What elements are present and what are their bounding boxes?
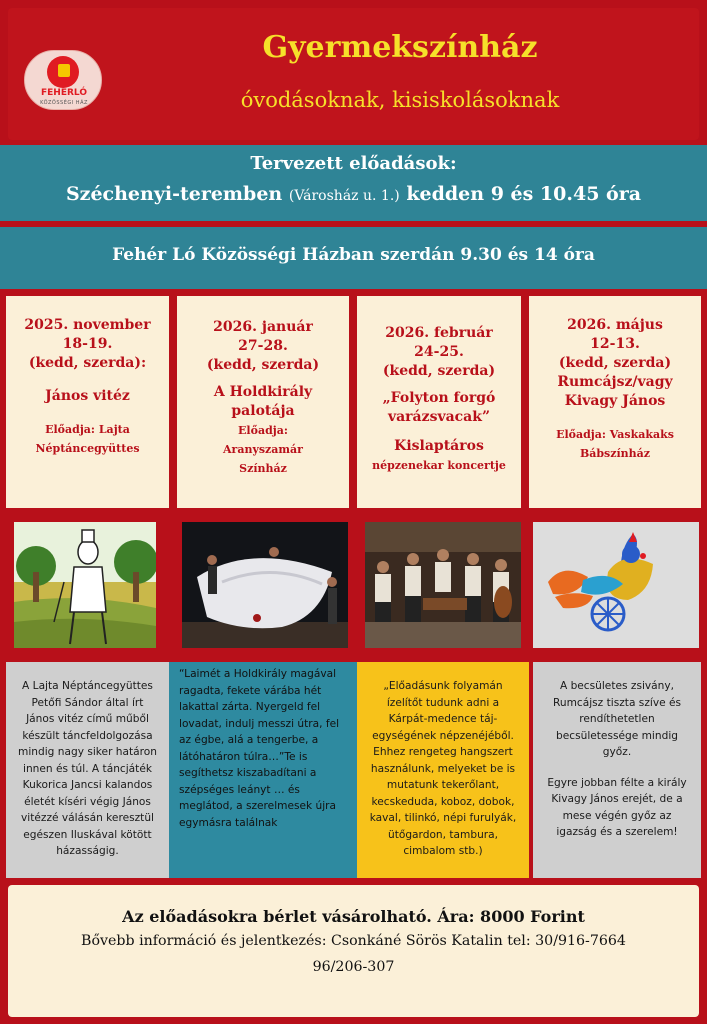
- description-text: Egyre jobban félte a király Kivagy János erejét, de a mese végén győz az igazság és a szerelem!: [547, 776, 687, 838]
- page-title: Gyermekszínház: [262, 30, 538, 65]
- event-weekdays: (kedd, szerda): [206, 357, 320, 373]
- venue1-address: (Városház u. 1.): [288, 188, 400, 204]
- description-text: A becsületes zsivány, Rumcájsz tiszta szíve és rendíthetetlen becsületessége mindig győz.: [552, 680, 682, 758]
- description-rumcajsz: [533, 662, 701, 878]
- venue1-name: Széchenyi-teremben: [65, 183, 283, 205]
- schedule-heading: Tervezett előadások:: [250, 153, 457, 174]
- event-days: 24-25.: [414, 344, 464, 360]
- description-folyton-forgo: [357, 662, 529, 878]
- event-card-2: [177, 296, 349, 508]
- event-title: Kivagy János: [564, 393, 666, 409]
- header-banner: [8, 8, 699, 140]
- logo-text: FEHÉRLÓ: [41, 88, 87, 98]
- event-performer: Előadja:: [238, 424, 288, 437]
- description-text: “Laimét a Holdkirály magával ragadta, fekete várába hét lakattal zárta. Nyergeld fel lovadat, indulj messzi útra, fel az égbe, alá a tengerbe, a látóhatáron túlra…”Te is segíthetsz kiszabadítani a szépséges leányt … és meglátod, a szerelmesek újra egymásra találnak: [179, 668, 340, 829]
- event-date: 2025. november: [24, 317, 151, 333]
- feherlo-logo: [24, 50, 102, 110]
- schedule-venue-1: [0, 183, 707, 205]
- event-performer: Színház: [239, 462, 287, 475]
- description-text: „Előadásunk folyamán ízelítőt tudunk adni a Kárpát-medence táj-egységének népzenéjéből. Ehhez rengeteg hangszert használunk, melyeket be is mutatunk tekerőlant, kecskeduda, koboz, dobok, kaval, tilinkó, népi furulyák, ütőgardon, tambura, cimbalom stb.): [369, 680, 517, 857]
- schedule-band-feherlo: [0, 227, 707, 289]
- event-performer: népzenekar koncertje: [372, 459, 506, 472]
- event-performer: Kislaptáros: [394, 438, 484, 454]
- event-card-4: [529, 296, 701, 508]
- event-title: A Holdkirály: [213, 384, 313, 400]
- page-subtitle: óvodásoknak, kisiskolásoknak: [240, 88, 560, 112]
- event-date: 2026. február: [385, 325, 493, 341]
- rooster-cart-illustration: [533, 522, 699, 648]
- event-performer: Előadja: Lajta: [45, 423, 130, 436]
- event-performer: Aranyszamár: [223, 443, 303, 456]
- event-performer: Előadja: Vaskakaks: [556, 428, 674, 441]
- event-performer: Néptáncegyüttes: [35, 442, 140, 455]
- event-date: 2026. május: [567, 317, 663, 333]
- event-title: János vitéz: [45, 388, 130, 404]
- event-weekdays: (kedd, szerda): [558, 355, 672, 371]
- event-title: palotája: [231, 403, 295, 419]
- description-janos-vitez: [6, 662, 169, 878]
- logo-mark-icon: [58, 64, 70, 77]
- hussar-illustration: [14, 522, 156, 648]
- venue1-time: kedden 9 és 10.45 óra: [406, 183, 642, 205]
- season-ticket-price: Az előadásokra bérlet vásárolható. Ára: 8000 Forint: [122, 907, 585, 926]
- event-days: 27-28.: [238, 338, 288, 354]
- contact-phone: 96/206-307: [312, 959, 395, 975]
- schedule-venue-2: Fehér Ló Közösségi Házban szerdán 9.30 és 14 óra: [112, 245, 595, 265]
- event-date: 2026. január: [213, 319, 313, 335]
- folk-band-photo: [365, 522, 521, 648]
- description-holdkiraly: [169, 662, 357, 878]
- event-days: 18-19.: [62, 336, 113, 352]
- stage-dance-photo: [182, 522, 348, 648]
- event-performer: Bábszínház: [579, 447, 651, 460]
- schedule-band-szechenyi: [0, 145, 707, 221]
- footer-info: [8, 885, 699, 1017]
- event-weekdays: (kedd, szerda):: [28, 355, 147, 371]
- event-card-1: [6, 296, 169, 508]
- event-weekdays: (kedd, szerda): [382, 363, 496, 379]
- logo-subtext: KÖZÖSSÉGI HÁZ: [40, 100, 88, 106]
- event-title: varázsvacak”: [387, 409, 491, 425]
- event-days: 12-13.: [590, 336, 640, 352]
- description-text: A Lajta Néptáncegyüttes Petőfi Sándor által írt János vitéz című műből készült táncfeldolgozása mindig nagy siker határon innen és túl. A táncjáték Kukorica Jancsi kalandos életét kíséri végig János vitézzé válásán keresztül egészen Iluskával kötött házasságig.: [18, 680, 157, 857]
- event-title: Rumcájsz/vagy: [557, 374, 673, 390]
- contact-info: Bővebb információ és jelentkezés: Csonkáné Sörös Katalin tel: 30/916-7664: [81, 933, 626, 949]
- event-card-3: [357, 296, 521, 508]
- event-title: „Folyton forgó: [382, 390, 496, 406]
